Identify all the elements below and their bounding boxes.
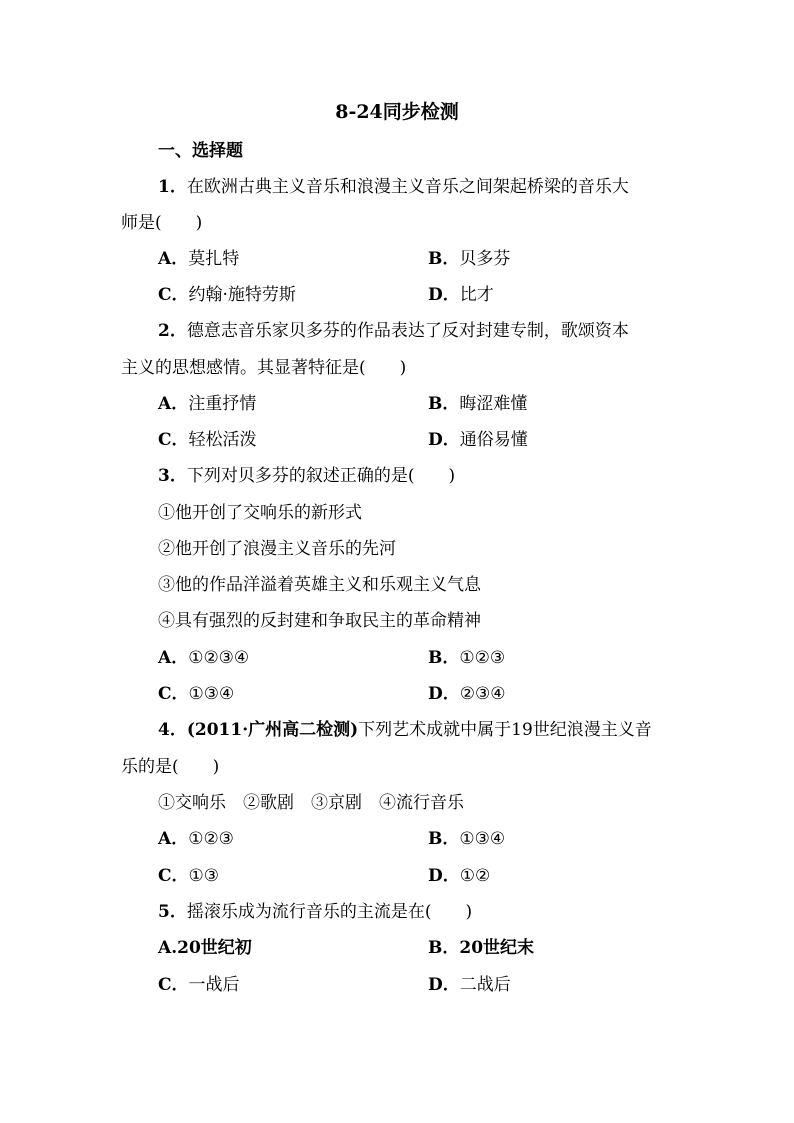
question-5-option-c xyxy=(158,971,240,999)
question-4-option-c xyxy=(158,862,219,890)
option-label: A. xyxy=(158,938,178,958)
question-number: 5． xyxy=(158,902,187,922)
option-text: ①②③ xyxy=(188,829,234,849)
question-4-option-d xyxy=(428,862,490,890)
question-3-statement-2: ②他开创了浪漫主义音乐的先河 xyxy=(158,539,396,559)
option-text: 轻松活泼 xyxy=(188,430,257,450)
question-2-option-d xyxy=(428,426,528,454)
question-1-option-b xyxy=(428,245,510,273)
option-text: 20世纪末 xyxy=(459,938,535,958)
question-2-stem xyxy=(158,317,629,345)
option-label: D． xyxy=(428,866,460,886)
question-4-stem-cont: 乐的是( ) xyxy=(121,757,220,777)
option-text: 20世纪初 xyxy=(177,938,252,958)
question-text: 在欧洲古典主义音乐和浪漫主义音乐之间架起桥梁的音乐大 xyxy=(186,177,629,197)
option-label: D． xyxy=(428,430,460,450)
option-label: D． xyxy=(428,285,460,305)
option-text: ①② xyxy=(459,866,491,886)
question-4-stem xyxy=(158,716,652,744)
question-1-stem-cont: 师是( ) xyxy=(121,213,203,233)
option-label: B． xyxy=(428,938,460,958)
question-text: 德意志音乐家贝多芬的作品表达了反对封建专制，歌颂资本 xyxy=(186,321,629,341)
option-label: C． xyxy=(158,975,189,995)
option-text: 注重抒情 xyxy=(188,394,257,414)
question-3-option-c xyxy=(158,680,234,708)
option-text: ①②③④ xyxy=(188,648,250,668)
question-3-option-b xyxy=(428,644,505,672)
option-text: ①③④ xyxy=(459,829,506,849)
option-label: C． xyxy=(158,430,189,450)
option-text: 莫扎特 xyxy=(188,249,240,269)
question-2-option-c xyxy=(158,426,257,454)
question-3-stem xyxy=(158,462,455,490)
option-text: 二战后 xyxy=(459,975,511,995)
question-5-option-a xyxy=(158,934,252,962)
option-text: ①③④ xyxy=(188,684,235,704)
option-label: D． xyxy=(428,684,460,704)
question-3-statement-4: ④具有强烈的反封建和争取民主的革命精神 xyxy=(158,611,481,631)
question-5-option-d xyxy=(428,971,511,999)
question-1-option-c xyxy=(158,281,296,309)
question-3-option-a xyxy=(158,644,249,672)
section-heading: 一、选择题 xyxy=(158,141,243,161)
option-label: C． xyxy=(158,285,189,305)
question-number: 4． xyxy=(158,720,187,740)
option-text: 比才 xyxy=(459,285,494,305)
question-number: 3． xyxy=(158,466,187,486)
question-number: 1． xyxy=(158,177,187,197)
page-title: 8-24同步检测 xyxy=(335,101,459,123)
option-label: A． xyxy=(158,829,189,849)
question-text: 下列对贝多芬的叙述正确的是( ) xyxy=(186,466,456,486)
option-label: D． xyxy=(428,975,460,995)
option-label: A． xyxy=(158,249,189,269)
option-text: 晦涩难懂 xyxy=(459,394,528,414)
option-label: A． xyxy=(158,394,189,414)
question-1-option-a xyxy=(158,245,239,273)
option-text: ②③④ xyxy=(459,684,506,704)
question-5-stem xyxy=(158,898,472,926)
option-label: B． xyxy=(428,394,460,414)
question-1-stem xyxy=(158,173,629,201)
question-text: 摇滚乐成为流行音乐的主流是在( ) xyxy=(186,902,473,922)
question-5-option-b xyxy=(428,934,534,962)
option-label: B． xyxy=(428,648,460,668)
question-text: 下列艺术成就中属于19世纪浪漫主义音 xyxy=(358,720,652,740)
option-label: C． xyxy=(158,866,189,886)
question-4-option-a xyxy=(158,825,234,853)
question-2-stem-cont: 主义的思想感情。其显著特征是( ) xyxy=(121,358,407,378)
option-label: C． xyxy=(158,684,189,704)
option-label: B． xyxy=(428,249,460,269)
option-text: ①③ xyxy=(188,866,220,886)
question-4-items: ①交响乐 ②歌剧 ③京剧 ④流行音乐 xyxy=(158,793,464,813)
option-text: 通俗易懂 xyxy=(459,430,528,450)
question-number: 2． xyxy=(158,321,187,341)
option-text: 约翰·施特劳斯 xyxy=(188,285,296,305)
question-source: (2011·广州高二检测) xyxy=(186,720,359,740)
option-text: 贝多芬 xyxy=(459,249,511,269)
question-3-option-d xyxy=(428,680,505,708)
question-2-option-b xyxy=(428,390,527,418)
question-1-option-d xyxy=(428,281,494,309)
question-3-statement-1: ①他开创了交响乐的新形式 xyxy=(158,503,362,523)
option-text: ①②③ xyxy=(459,648,506,668)
question-4-option-b xyxy=(428,825,505,853)
option-label: B． xyxy=(428,829,460,849)
question-2-option-a xyxy=(158,390,256,418)
option-text: 一战后 xyxy=(188,975,240,995)
question-3-statement-3: ③他的作品洋溢着英雄主义和乐观主义气息 xyxy=(158,575,481,595)
option-label: A． xyxy=(158,648,189,668)
